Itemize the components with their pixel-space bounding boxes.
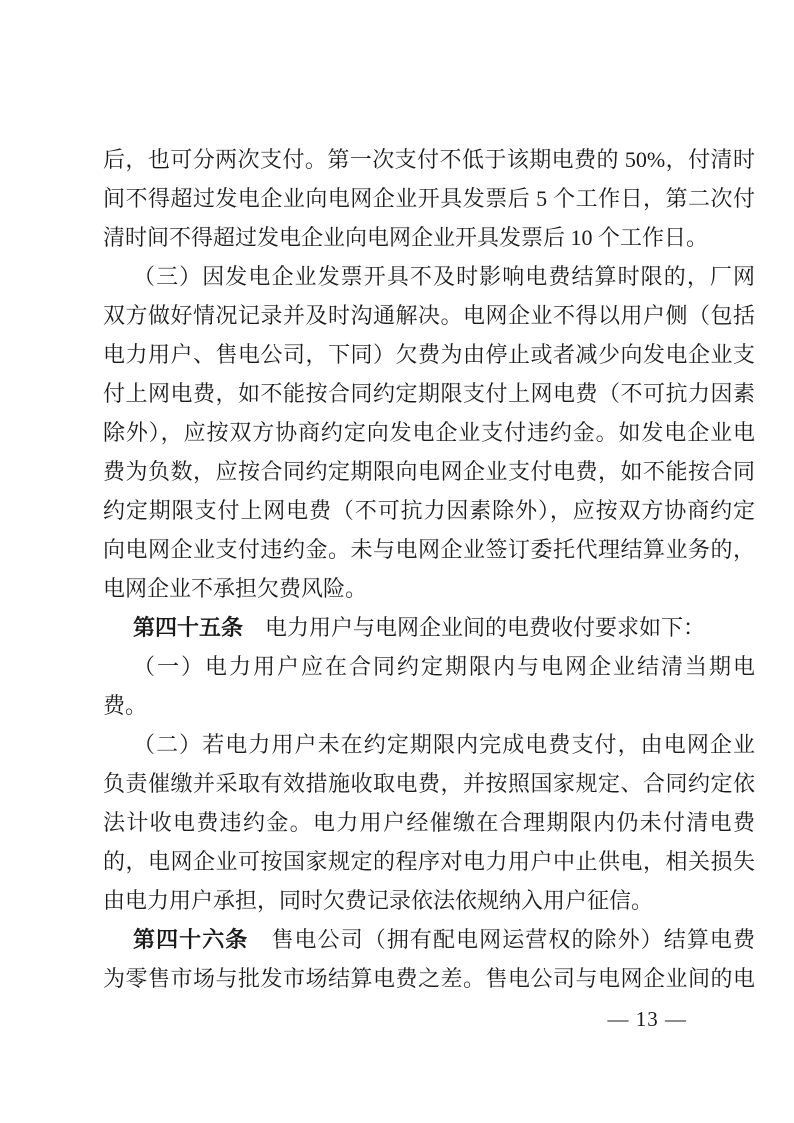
- text-line-6: 电力用户、售电公司，下同）欠费为由停止或者减少向发电企业支: [103, 342, 755, 367]
- text-line-5: 双方做好情况记录并及时沟通解决。电网企业不得以用户侧（包括: [103, 303, 755, 328]
- text-line-2: 间不得超过发电企业向电网企业开具发票后 5 个工作日，第二次付: [103, 186, 755, 211]
- text-line-18: 法计收电费违约金。电力用户经催缴在合理期限内仍未付清电费: [103, 810, 755, 835]
- article-45-heading-line: [103, 608, 755, 647]
- text-line-20: 由电力用户承担，同时欠费记录依法依规纳入用户征信。: [103, 888, 654, 913]
- text-line-8: 除外），应按双方协商约定向发电企业支付违约金。如发电企业电: [103, 420, 755, 445]
- text-line-22: 为零售市场与批发市场结算电费之差。售电公司与电网企业间的电: [103, 966, 755, 991]
- article-46-heading-line: [103, 920, 755, 959]
- document-text-block: [103, 140, 755, 998]
- text-line-12: 电网企业不承担欠费风险。: [103, 576, 368, 601]
- text-line-19: 的，电网企业可按国家规定的程序对电力用户中止供电，相关损失: [103, 849, 755, 874]
- text-line-7: 付上网电费，如不能按合同约定期限支付上网电费（不可抗力因素: [103, 381, 755, 406]
- article-46-number: 第四十六条: [133, 927, 249, 952]
- text-line-9: 费为负数，应按合同约定期限向电网企业支付电费，如不能按合同: [103, 459, 755, 484]
- text-line-1: 后，也可分两次支付。第一次支付不低于该期电费的 50%，付清时: [103, 147, 755, 172]
- text-line-15: 费。: [103, 693, 148, 718]
- text-line-3: 清时间不得超过发电企业向电网企业开具发票后 10 个工作日。: [103, 225, 709, 250]
- page-number: — 13 —: [607, 1007, 687, 1031]
- text-line-4: （三）因发电企业发票开具不及时影响电费结算时限的，厂网: [133, 264, 755, 289]
- article-46-text: 售电公司（拥有配电网运营权的除外）结算电费: [248, 927, 755, 952]
- text-line-14: （一）电力用户应在合同约定期限内与电网企业结清当期电: [133, 654, 755, 679]
- text-line-16: （二）若电力用户未在约定期限内完成电费支付，由电网企业: [133, 732, 755, 757]
- article-45-text: 电力用户与电网企业间的电费收付要求如下：: [243, 615, 706, 640]
- text-line-17: 负责催缴并采取有效措施收取电费，并按照国家规定、合同约定依: [103, 771, 755, 796]
- text-line-11: 向电网企业支付违约金。未与电网企业签订委托代理结算业务的，: [103, 537, 755, 562]
- article-45-number: 第四十五条: [133, 615, 244, 640]
- text-line-10: 约定期限支付上网电费（不可抗力因素除外），应按双方协商约定: [103, 498, 755, 523]
